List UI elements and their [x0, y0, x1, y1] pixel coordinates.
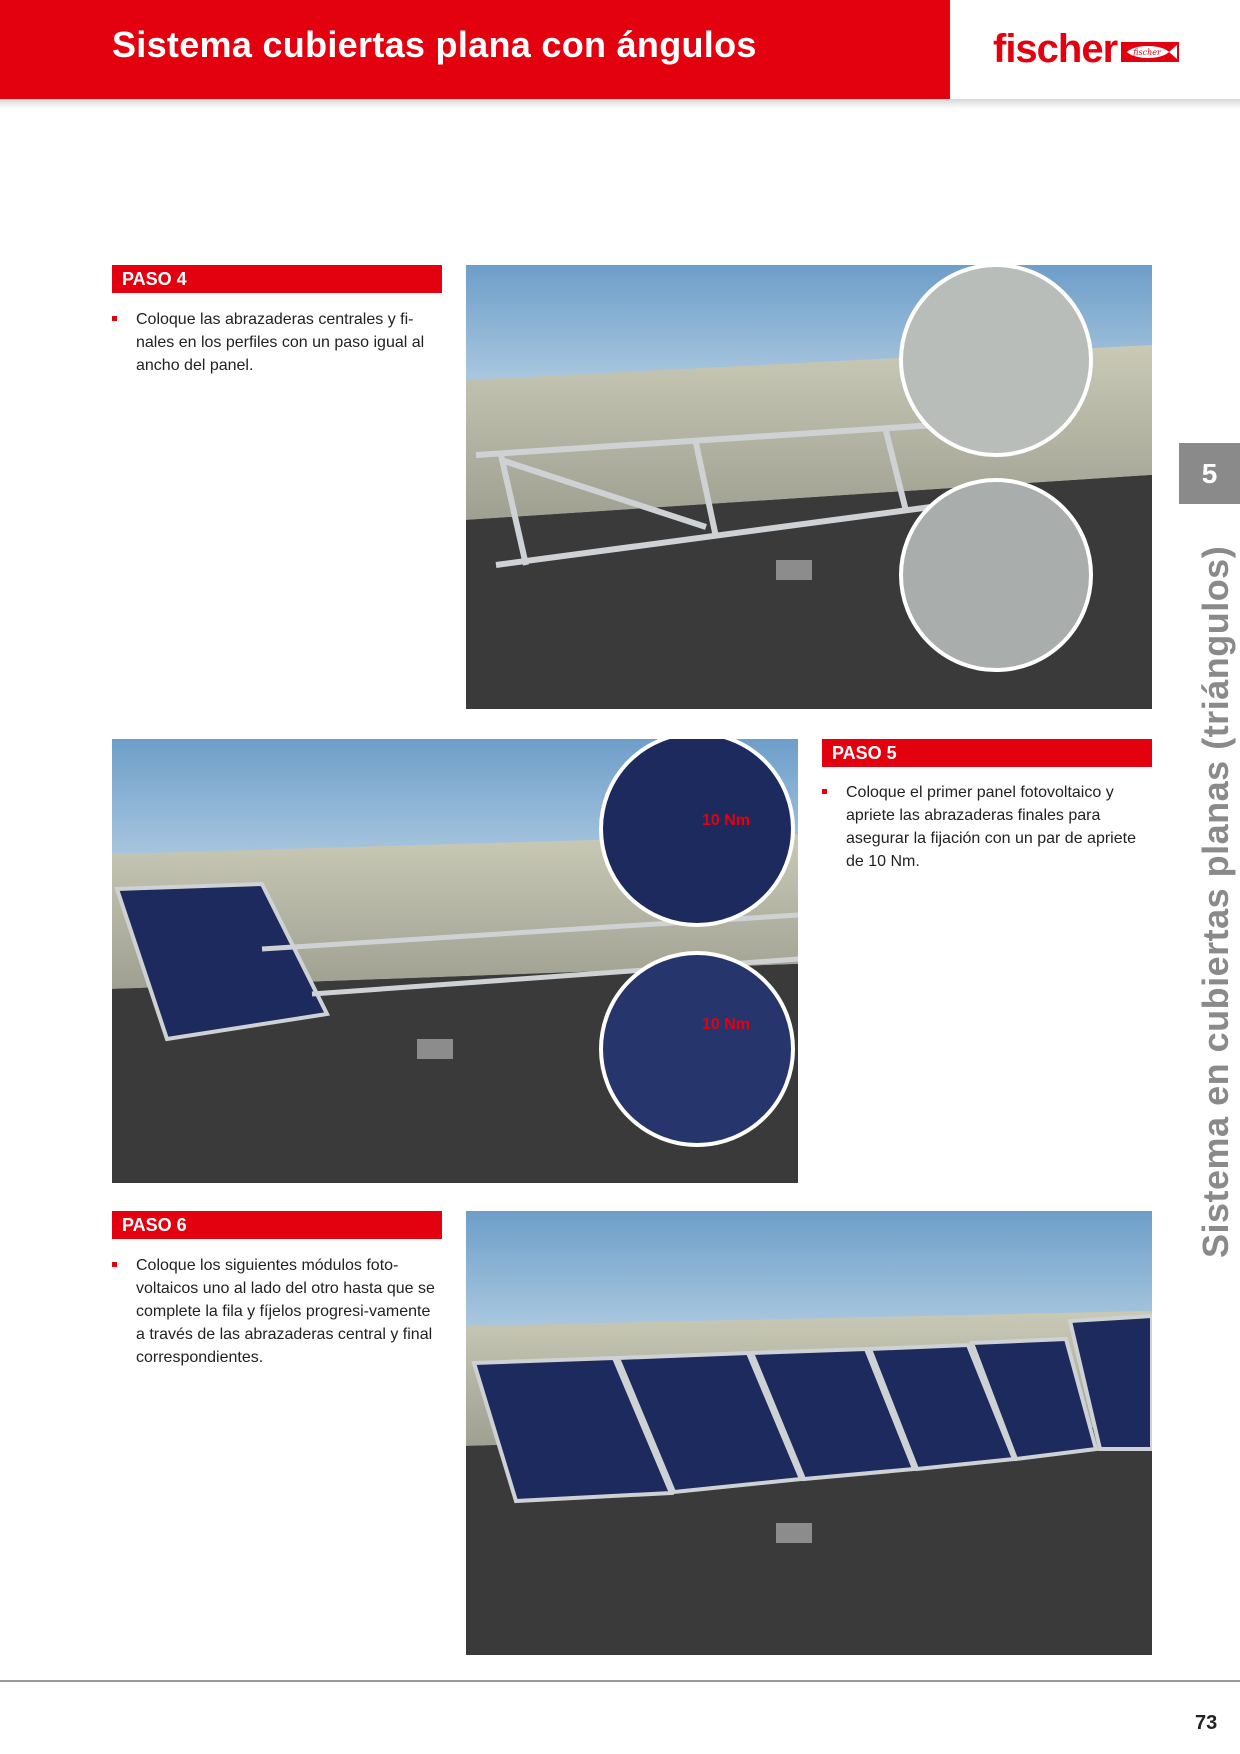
step-4-photo — [466, 265, 1152, 709]
page-number: 73 — [1195, 1712, 1218, 1734]
torque-label-1: 10 Nm — [702, 812, 751, 829]
step-5-instruction: Coloque el primer panel fotovoltaico y apriete las abrazaderas finales para asegurar la fijación con un par de apriete de 10 Nm. — [846, 784, 1136, 870]
chapter-title: Sistema en cubiertas planas (triángulos) — [1195, 545, 1236, 1258]
fish-badge-icon — [1121, 40, 1179, 64]
footer-divider — [0, 1680, 1240, 1682]
fischer-logo[interactable] — [993, 24, 1179, 74]
torque-label-2: 10 Nm — [702, 1016, 751, 1033]
bullet-icon — [112, 1262, 117, 1267]
header-shadow — [0, 99, 1240, 109]
step-6-instruction: Coloque los siguientes módulos foto-voltaicos uno al lado del otro hasta que se complete la fila y fíjelos progresi-vamente a través de las abrazaderas central y final correspondientes. — [136, 1257, 435, 1366]
logo-wordmark: fischer — [993, 26, 1118, 71]
step-4-instruction: Coloque las abrazaderas centrales y fi-nales en los perfiles con un paso igual al ancho del panel. — [136, 311, 425, 374]
step-6-header: PASO 6 — [112, 1211, 442, 1239]
chapter-tab[interactable]: 5 — [1179, 443, 1240, 504]
step-4-text — [112, 308, 442, 377]
badge-text: fischer — [1133, 48, 1161, 57]
step-4-header: PASO 4 — [112, 265, 442, 293]
bullet-icon — [822, 789, 827, 794]
step-5-text — [822, 781, 1152, 873]
page-title: Sistema cubiertas plana con ángulos — [112, 24, 757, 65]
step-5-photo — [112, 739, 798, 1183]
bullet-icon — [112, 316, 117, 321]
step-6-photo — [466, 1211, 1152, 1655]
step-5-header: PASO 5 — [822, 739, 1152, 767]
step-6-text — [112, 1254, 442, 1369]
